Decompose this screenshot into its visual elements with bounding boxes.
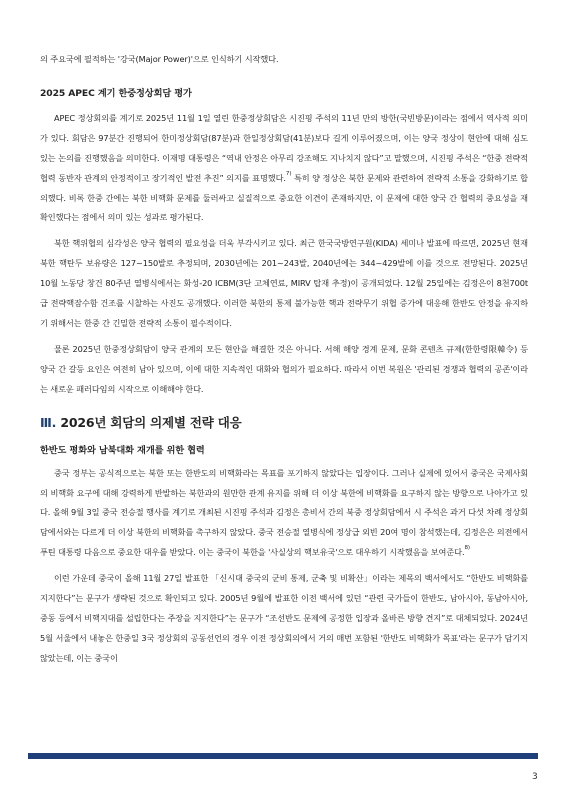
footnote-ref-7[interactable]: 7) bbox=[285, 170, 292, 177]
paragraph-nuclear-threat: 북한 핵위협의 심각성은 양국 협력의 필요성을 더욱 부각시키고 있다. 최근 한국국방연구원(KIDA) 세미나 발표에 따르면, 2025년 현재 북한 핵탄두 보유량은 127~150발로 추정되며, 2030년에는 201~243발, 2040년에는 344~429발에 이를 것으로 전망된다. 2025년 10월 노동당 창건 80주년 열병식에서는 화성-20 ICBM(3단 고체연료, MIRV 탑재 추정)이 공개되었다. 12월 25일에는 김정은이 8천700t급 전략핵잠수함 건조를 시찰하는 사진도 공개했다. 이러한 북한의 통제 불가능한 핵과 전략무기 위협 증가에 대응해 한반도 안정을 유지하기 위해서는 한중 간 긴밀한 전략적 소통이 필수적이다. bbox=[40, 238, 528, 328]
paragraph-summit-meaning bbox=[40, 109, 528, 228]
subheading-apec-evaluation: 2025 APEC 계기 한중정상회담 평가 bbox=[40, 87, 192, 99]
paragraph-white-paper: 이런 가운데 중국이 올해 11월 27일 발표한 「신시대 중국의 군비 통제, 군축 및 비확산」이라는 제목의 백서에서도 “한반도 비핵화를 지지한다”는 문구가 생략된 것으로 확인되고 있다. 2005년 9월에 발표한 이전 백서에 있던 “관련 국가들이 한반도, 남아시아, 동남아시아, 중동 등에서 비핵지대를 설립한다는 주장을 지지한다”는 문구가 “조선반도 문제에 공정한 입장과 올바른 방향 견지”로 대체되었다. 2024년 5월 서울에서 내놓은 한중일 3국 정상회의 공동선언의 경우 이전 정상회의에서 거의 매번 포함된 '한반도 비핵화가 목표'라는 문구가 담기지 않았는데, 이는 중국이 bbox=[40, 573, 528, 663]
paragraph-text: 특히 양 정상은 북한 문제와 관련하여 전략적 소통을 강화하기로 합의했다. 비록 한중 간에는 북한 비핵화 문제를 둘러싸고 실질적으로 중요한 이견이 존재하지만, 이 문제에 대한 양국 간 협력의 중요성을 재확인했다는 점에서 의미 있는 성과로 평가된다. bbox=[40, 172, 528, 223]
section-number: Ⅲ. bbox=[40, 414, 57, 430]
section-title: 2026년 회담의 의제별 전략 대응 bbox=[56, 414, 242, 430]
section-heading bbox=[40, 414, 528, 432]
footer-divider bbox=[28, 753, 538, 759]
footnote-ref-8[interactable]: 8) bbox=[464, 545, 470, 552]
paragraph-china-stance bbox=[40, 464, 528, 564]
paragraph-text: 중국 정부는 공식적으로는 북한 또는 한반도의 비핵화라는 목표를 포기하지 않았다는 입장이다. 그러나 실제에 있어서 중국은 국제사회의 비핵화 요구에 대해 강력하게 반발하는 북한과의 원만한 관계 유지를 위해 더 이상 북한에 비핵화를 요구하지 않는 방향으로 나아가고 있다. 올해 9월 3일 중국 전승절 행사를 계기로 개최된 시진핑 주석과 김정은 총비서 간의 북중 정상회담에서 시 주석은 과거 다섯 차례 정상회담에서와는 다르게 더 이상 북한의 비핵화를 촉구하지 않았다. 중국 전승절 열병식에 정상급 외빈 20여 명이 참석했는데, 김정은은 의전에서 푸틴 대통령 다음으로 중요한 대우를 받았다. 이는 중국이 북한을 '사실상의 핵보유국'으로 대우하기 시작했음을 보여준다. bbox=[40, 467, 528, 558]
subheading-peace-cooperation: 한반도 평화와 남북대화 재개를 위한 협력 bbox=[40, 444, 205, 456]
page-number: 3 bbox=[532, 772, 538, 782]
intro-line: 의 주요국에 필적하는 '강국(Major Power)'으로 인식하기 시작했다. bbox=[40, 54, 279, 64]
paragraph-remaining-issues: 물론 2025년 한중정상회담이 양국 관계의 모든 현안을 해결한 것은 아니다. 서해 해양 경계 문제, 문화 콘텐츠 규제(한한령限韓令) 등 양국 간 갈등 요인은 여전히 남아 있으며, 이에 대한 지속적인 대화와 협의가 필요하다. 따라서 이번 복원은 '관리된 경쟁과 협력의 공존'이라는 새로운 패러다임의 시작으로 이해해야 한다. bbox=[40, 343, 528, 394]
paragraph-text: APEC 정상회의를 계기로 2025년 11월 1일 열린 한중정상회담은 시진핑 주석의 11년 만의 방한(국빈방문)이라는 점에서 역사적 의미가 있다. 회담은 97분간 진행되어 한미정상회담(87분)과 한일정상회담(41분)보다 길게 이루어졌으며, 이는 양국 정상이 현안에 대해 심도 있는 논의를 진행했음을 의미한다. 이재명 대통령은 “역내 안정은 아무리 강조해도 지나치지 않다”고 말했으며, 시진핑 주석은 “한중 전략적 협력 동반자 관계의 안정적이고 장기적인 발전 추진” 의지를 표명했다. bbox=[40, 112, 528, 183]
document-body bbox=[40, 50, 528, 669]
